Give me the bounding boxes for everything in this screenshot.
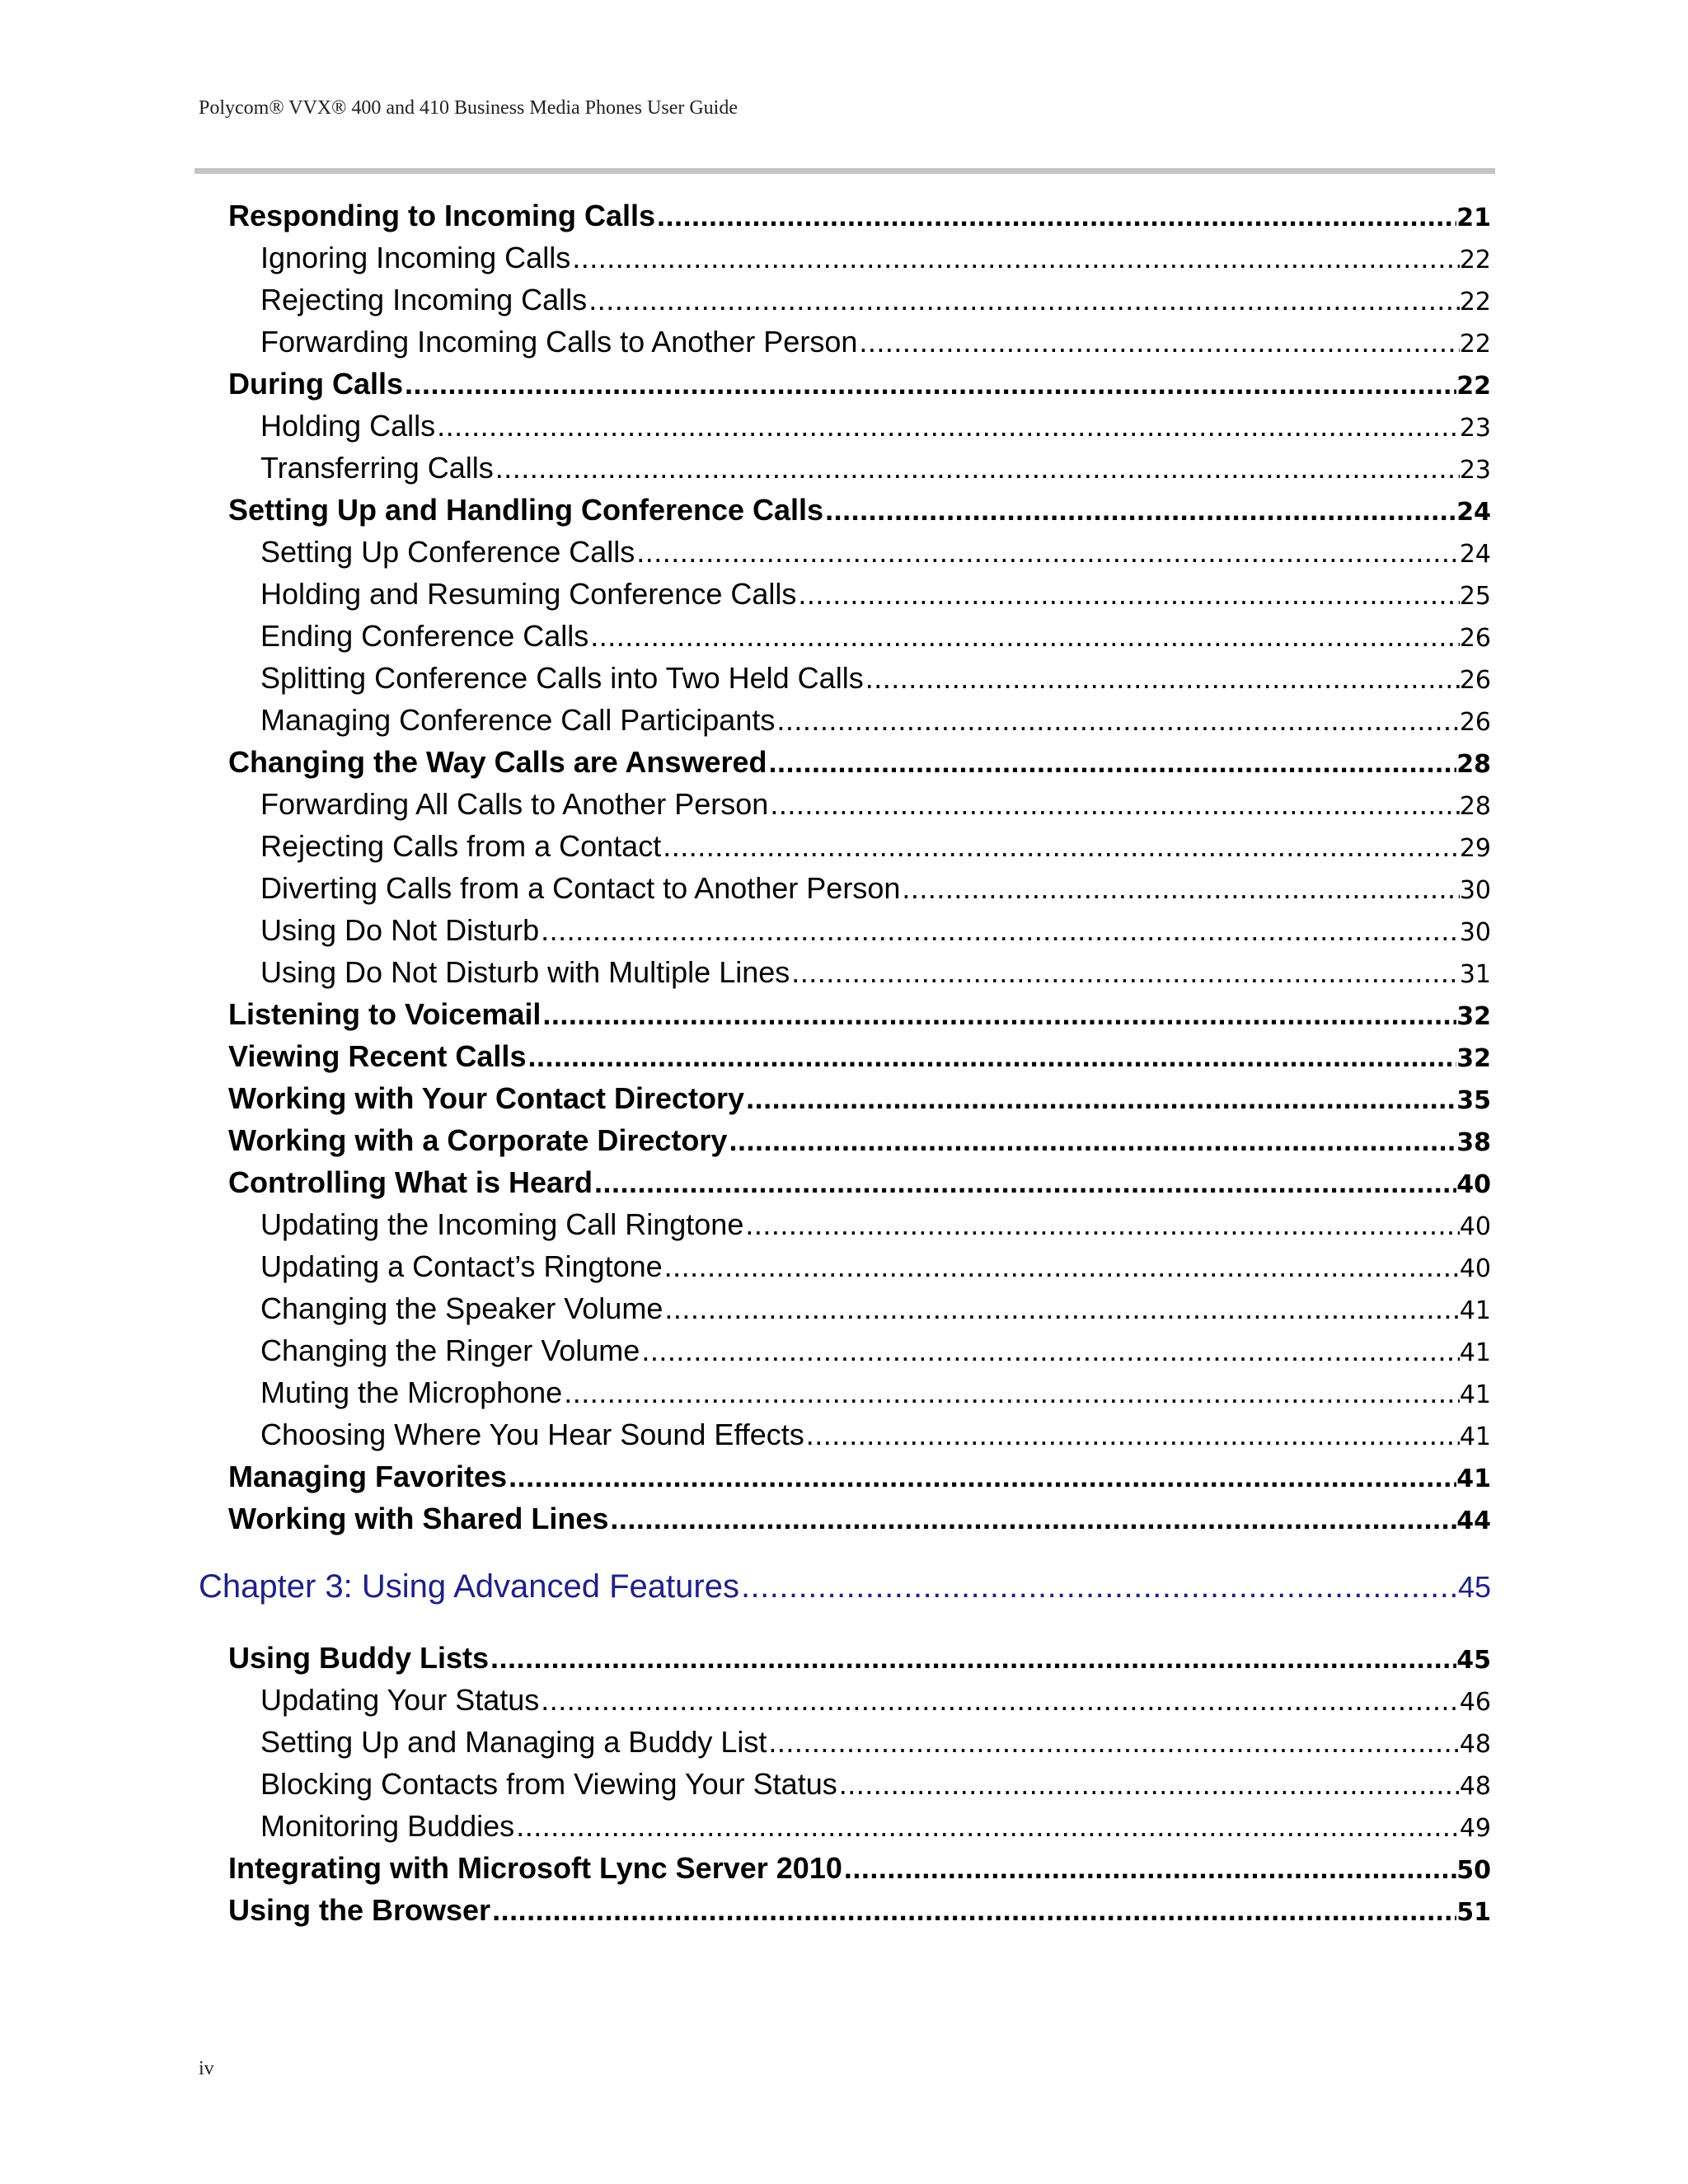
- dot-leader: [739, 1563, 1458, 1610]
- toc-entry-subsection[interactable]: [260, 1765, 1491, 1804]
- toc-entry-title: Choosing Where You Hear Sound Effects: [260, 1418, 804, 1451]
- toc-entry-section[interactable]: [228, 1079, 1491, 1118]
- toc-entry-section[interactable]: [228, 1891, 1491, 1930]
- dot-leader: [767, 743, 1456, 782]
- dot-leader: [635, 532, 1460, 572]
- toc-entry-title: Setting Up and Managing a Buddy List: [260, 1725, 767, 1759]
- toc-entry-title: Listening to Voicemail: [228, 997, 542, 1031]
- toc-entry-page: 26: [1459, 708, 1491, 737]
- dot-leader: [507, 1457, 1456, 1497]
- toc-entry-section[interactable]: [228, 1849, 1491, 1888]
- toc-entry-subsection[interactable]: [260, 616, 1491, 656]
- toc-entry-section[interactable]: [228, 364, 1491, 404]
- dot-leader: [588, 616, 1460, 656]
- dot-leader: [796, 574, 1459, 614]
- toc-entry-subsection[interactable]: [260, 827, 1491, 866]
- toc-entry-page: 44: [1456, 1507, 1491, 1535]
- toc-entry-title: Using the Browser: [228, 1893, 491, 1927]
- toc-entry-title: Updating a Contact’s Ringtone: [260, 1249, 663, 1283]
- toc-entry-title: Working with a Corporate Directory: [228, 1123, 728, 1157]
- toc-entry-page: 30: [1459, 918, 1491, 947]
- footer-page-number: iv: [199, 2058, 214, 2079]
- toc-entry-subsection[interactable]: [260, 238, 1491, 278]
- toc-entry-page: 40: [1456, 1170, 1491, 1199]
- dot-leader: [593, 1163, 1456, 1202]
- toc-entry-section[interactable]: [228, 1121, 1491, 1160]
- toc-entry-title: Splitting Conference Calls into Two Held Calls: [260, 661, 864, 695]
- toc-entry-page: 26: [1459, 666, 1491, 695]
- toc-entry-page: 23: [1459, 456, 1491, 485]
- toc-entry-subsection[interactable]: [260, 658, 1491, 698]
- toc-entry-title: Chapter 3: Using Advanced Features: [199, 1568, 739, 1605]
- toc-entry-section[interactable]: [228, 1499, 1491, 1539]
- toc-entry-page: 25: [1459, 582, 1491, 611]
- dot-leader: [663, 1247, 1460, 1286]
- toc-entry-title: Working with Your Contact Directory: [228, 1081, 745, 1115]
- toc-entry-title: Updating Your Status: [260, 1683, 540, 1717]
- dot-leader: [900, 869, 1459, 908]
- toc-entry-subsection[interactable]: [260, 406, 1491, 446]
- toc-entry-subsection[interactable]: [260, 1680, 1491, 1720]
- toc-entry-page: 24: [1456, 498, 1491, 527]
- toc-entry-page: 22: [1456, 372, 1491, 401]
- dot-leader: [842, 1849, 1456, 1888]
- toc-entry-subsection[interactable]: [260, 448, 1491, 488]
- toc-entry-page: 23: [1459, 414, 1491, 443]
- dot-leader: [857, 322, 1459, 362]
- toc-entry-title: Changing the Ringer Volume: [260, 1333, 640, 1367]
- toc-entry-page: 24: [1459, 540, 1491, 569]
- toc-entry-title: Updating the Incoming Call Ringtone: [260, 1207, 744, 1241]
- toc-entry-page: 28: [1456, 750, 1491, 779]
- toc-entry-page: 41: [1459, 1296, 1491, 1325]
- toc-entry-page: 31: [1459, 960, 1491, 989]
- toc-entry-page: 48: [1459, 1730, 1491, 1759]
- toc-entry-title: Muting the Microphone: [260, 1376, 563, 1409]
- toc-entry-page: 49: [1459, 1814, 1491, 1843]
- toc-entry-subsection[interactable]: [260, 322, 1491, 362]
- toc-entry-title: Managing Favorites: [228, 1460, 508, 1493]
- toc-entry-page: 45: [1457, 1570, 1491, 1604]
- running-header: Polycom® VVX® 400 and 410 Business Media Phones User Guide: [199, 97, 738, 119]
- toc-entry-section[interactable]: [228, 1638, 1491, 1678]
- dot-leader: [743, 1205, 1459, 1244]
- toc-entry-page: 51: [1456, 1898, 1491, 1927]
- dot-leader: [587, 280, 1460, 320]
- toc-entry-page: 21: [1456, 204, 1491, 232]
- toc-entry-title: Rejecting Incoming Calls: [260, 283, 588, 316]
- toc-entry-section[interactable]: [228, 1163, 1491, 1202]
- dot-leader: [727, 1121, 1456, 1160]
- toc-entry-section[interactable]: [228, 196, 1491, 236]
- toc-entry-title: Using Do Not Disturb: [260, 913, 540, 947]
- toc-entry-page: 45: [1456, 1646, 1491, 1675]
- toc-entry-subsection[interactable]: [260, 1722, 1491, 1762]
- dot-leader: [539, 1680, 1460, 1720]
- toc-entry-page: 32: [1456, 1002, 1491, 1031]
- dot-leader: [541, 995, 1456, 1034]
- toc-entry-page: 26: [1459, 624, 1491, 653]
- toc-entry-title: Holding and Resuming Conference Calls: [260, 577, 797, 611]
- toc-entry-page: 41: [1459, 1338, 1491, 1367]
- toc-entry-page: 46: [1459, 1688, 1491, 1717]
- dot-leader: [490, 1891, 1456, 1930]
- toc-entry-title: Using Do Not Disturb with Multiple Lines: [260, 955, 790, 989]
- toc-entry-page: 50: [1456, 1856, 1491, 1885]
- toc-entry-subsection[interactable]: [260, 953, 1491, 992]
- dot-leader: [539, 911, 1460, 950]
- dot-leader: [655, 196, 1456, 236]
- dot-leader: [514, 1807, 1460, 1846]
- toc-entry-subsection[interactable]: [260, 280, 1491, 320]
- dot-leader: [775, 701, 1459, 740]
- toc-entry-page: 32: [1456, 1044, 1491, 1073]
- toc-entry-subsection[interactable]: [260, 869, 1491, 908]
- dot-leader: [562, 1373, 1460, 1413]
- dot-leader: [608, 1499, 1456, 1539]
- dot-leader: [435, 406, 1460, 446]
- toc-entry-title: During Calls: [228, 367, 404, 401]
- toc-entry-section[interactable]: [228, 490, 1491, 530]
- toc-entry-page: 40: [1459, 1254, 1491, 1283]
- toc-entry-subsection[interactable]: [260, 1247, 1491, 1286]
- toc-entry-page: 22: [1459, 288, 1491, 316]
- toc-entry-page: 30: [1459, 876, 1491, 905]
- dot-leader: [823, 490, 1456, 530]
- dot-leader: [767, 1722, 1459, 1762]
- dot-leader: [640, 1331, 1460, 1371]
- dot-leader: [663, 1289, 1459, 1329]
- toc-entry-subsection[interactable]: [260, 911, 1491, 950]
- toc-entry-subsection[interactable]: [260, 785, 1491, 824]
- toc-entry-title: Rejecting Calls from a Contact: [260, 829, 662, 863]
- dot-leader: [768, 785, 1460, 824]
- dot-leader: [744, 1079, 1456, 1118]
- toc-entry-subsection[interactable]: [260, 701, 1491, 740]
- dot-leader: [837, 1765, 1460, 1804]
- dot-leader: [489, 1638, 1456, 1678]
- toc-entry-title: Changing the Speaker Volume: [260, 1291, 663, 1325]
- toc-entry-title: Changing the Way Calls are Answered: [228, 745, 767, 779]
- toc-entry-title: Transferring Calls: [260, 451, 494, 485]
- dot-leader: [804, 1415, 1460, 1455]
- toc-entry-subsection[interactable]: [260, 1331, 1491, 1371]
- toc-entry-page: 28: [1459, 792, 1491, 821]
- toc-entry-title: Holding Calls: [260, 409, 436, 443]
- toc-entry-title: Ignoring Incoming Calls: [260, 241, 571, 274]
- dot-leader: [570, 238, 1460, 278]
- toc-entry-chapter[interactable]: [199, 1563, 1491, 1610]
- toc-entry-subsection[interactable]: [260, 1289, 1491, 1329]
- dot-leader: [403, 364, 1456, 404]
- toc-entry-title: Viewing Recent Calls: [228, 1039, 527, 1073]
- toc-entry-title: Blocking Contacts from Viewing Your Status: [260, 1767, 837, 1801]
- toc-entry-page: 41: [1459, 1422, 1491, 1451]
- toc-entry-section[interactable]: [228, 1037, 1491, 1076]
- toc-entry-title: Controlling What is Heard: [228, 1165, 593, 1199]
- dot-leader: [526, 1037, 1456, 1076]
- toc-entry-title: Managing Conference Call Participants: [260, 703, 776, 737]
- toc-entry-page: 29: [1459, 834, 1491, 863]
- dot-leader: [494, 448, 1460, 488]
- toc-entry-title: Monitoring Buddies: [260, 1809, 515, 1843]
- toc-entry-title: Setting Up and Handling Conference Calls: [228, 493, 824, 527]
- dot-leader: [790, 953, 1460, 992]
- dot-leader: [864, 658, 1460, 698]
- toc-entry-page: 41: [1456, 1465, 1491, 1493]
- toc-entry-page: 35: [1456, 1086, 1491, 1115]
- toc-entry-subsection[interactable]: [260, 1373, 1491, 1413]
- toc-entry-title: Setting Up Conference Calls: [260, 535, 635, 569]
- toc-entry-title: Using Buddy Lists: [228, 1641, 490, 1675]
- dot-leader: [661, 827, 1460, 866]
- toc-entry-page: 40: [1459, 1212, 1491, 1241]
- toc-entry-page: 22: [1459, 246, 1491, 274]
- toc-entry-subsection[interactable]: [260, 1415, 1491, 1455]
- toc-entry-subsection[interactable]: [260, 1205, 1491, 1244]
- toc-entry-subsection[interactable]: [260, 574, 1491, 614]
- toc-entry-title: Integrating with Microsoft Lync Server 2010: [228, 1851, 842, 1885]
- toc-entry-title: Diverting Calls from a Contact to Another Person: [260, 871, 901, 905]
- toc-entry-title: Working with Shared Lines: [228, 1502, 609, 1535]
- toc-entry-page: 48: [1459, 1772, 1491, 1801]
- toc-entry-title: Ending Conference Calls: [260, 619, 589, 653]
- toc-entry-page: 22: [1459, 330, 1491, 359]
- toc-entry-section[interactable]: [228, 995, 1491, 1034]
- toc-entry-title: Responding to Incoming Calls: [228, 199, 656, 232]
- toc-entry-page: 38: [1456, 1128, 1491, 1157]
- toc-entry-section[interactable]: [228, 1457, 1491, 1497]
- toc-entry-section[interactable]: [228, 743, 1491, 782]
- toc-entry-title: Forwarding Incoming Calls to Another Person: [260, 325, 858, 359]
- toc-entry-page: 41: [1459, 1380, 1491, 1409]
- toc-entry-title: Forwarding All Calls to Another Person: [260, 787, 769, 821]
- toc-entry-subsection[interactable]: [260, 532, 1491, 572]
- toc-entry-subsection[interactable]: [260, 1807, 1491, 1846]
